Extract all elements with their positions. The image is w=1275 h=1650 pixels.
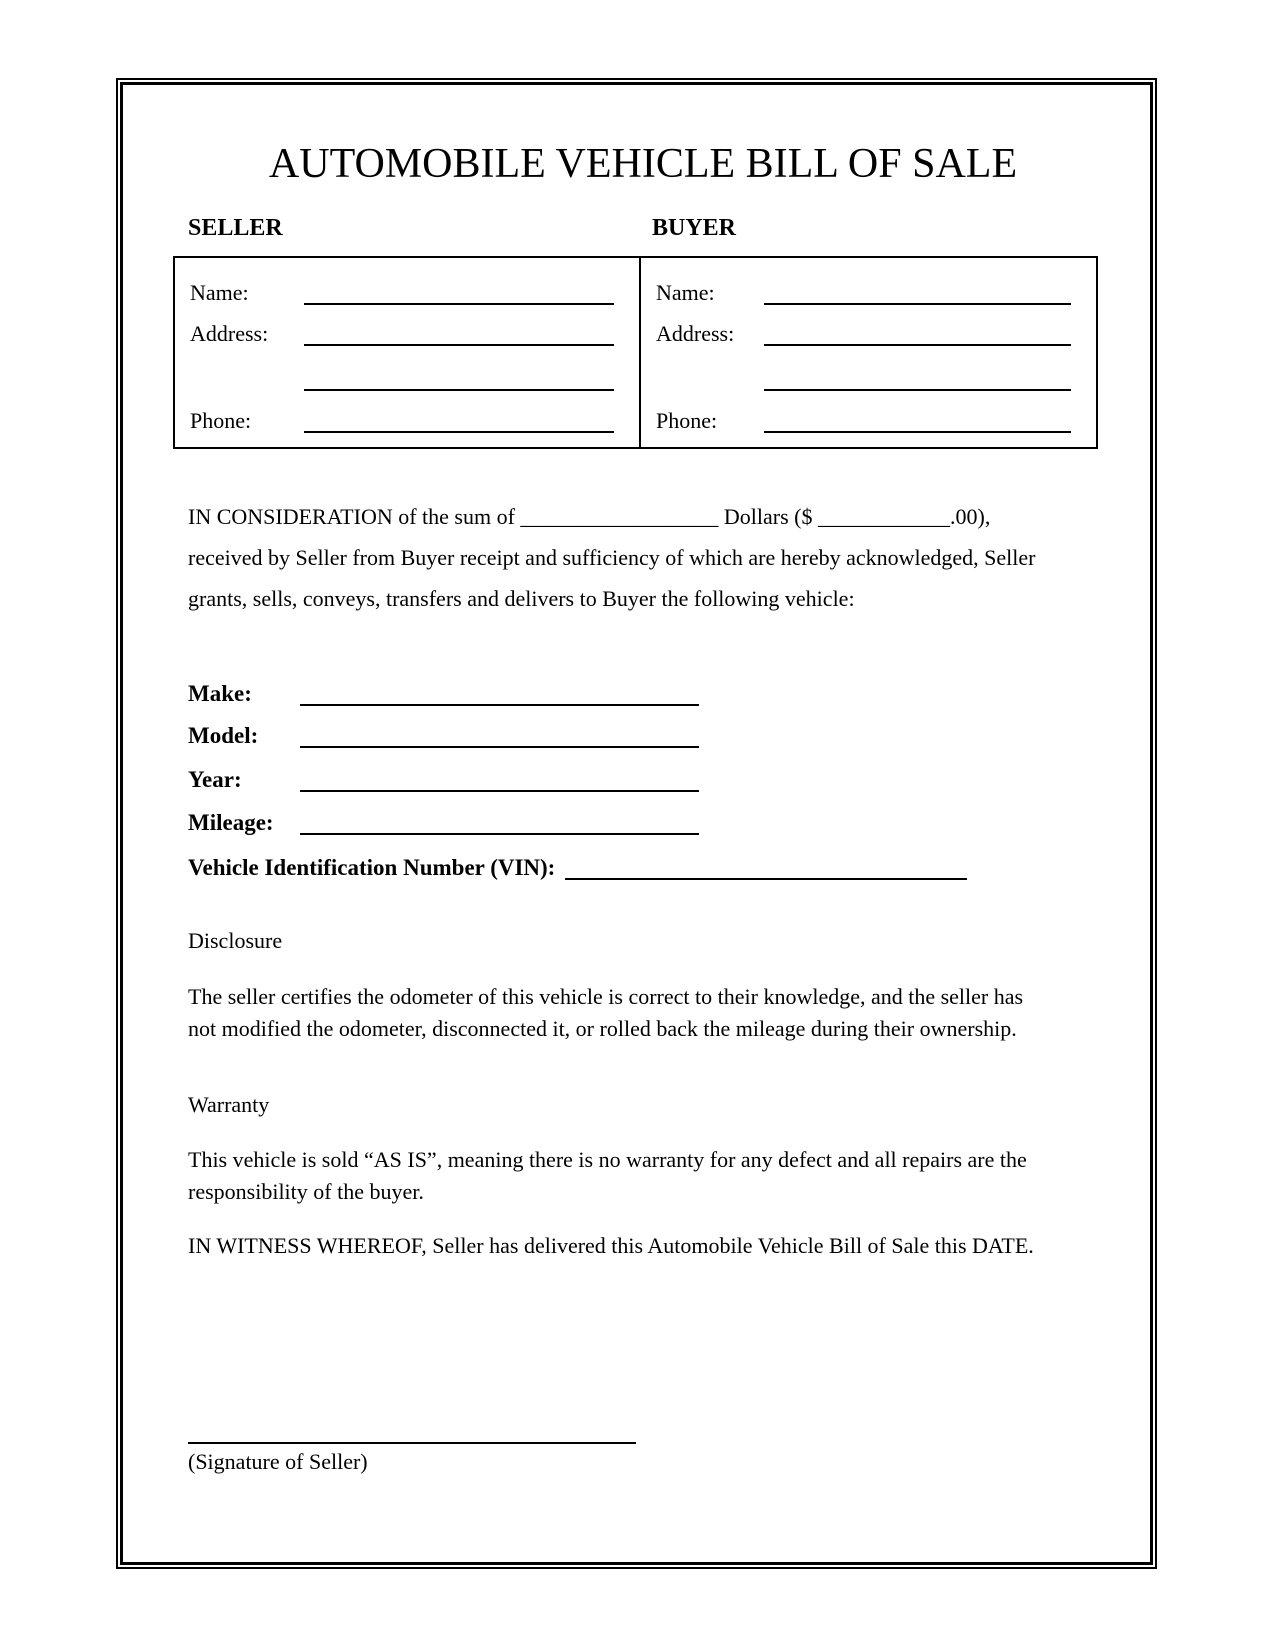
disclosure-heading: Disclosure	[188, 928, 283, 953]
consideration-text-before: IN CONSIDERATION of the sum of	[188, 504, 521, 529]
make-label: Make:	[188, 681, 252, 706]
buyer-name-blank-line	[764, 279, 1071, 305]
witness-paragraph: IN WITNESS WHEREOF, Seller has delivered this Automobile Vehicle Bill of Sale this DATE.	[188, 1233, 1034, 1258]
vin-row	[188, 856, 1128, 880]
seller-info-cell	[175, 258, 639, 447]
model-blank-line	[300, 722, 699, 748]
warranty-paragraph: This vehicle is sold “AS IS”, meaning there is no warranty for any defect and all repairs are the responsibility of the buyer.	[188, 1147, 1027, 1204]
year-row	[188, 768, 1098, 792]
buyer-address2-row	[656, 367, 1071, 391]
buyer-address-blank-line	[764, 320, 1071, 346]
buyer-phone-row	[656, 409, 1071, 433]
seller-name-blank-line	[304, 279, 614, 305]
seller-name-label: Name:	[190, 280, 249, 305]
vin-blank-line	[565, 854, 967, 880]
buyer-phone-label: Phone:	[656, 408, 718, 433]
buyer-address2-blank-line	[764, 365, 1071, 391]
seller-heading: SELLER	[188, 215, 283, 241]
vin-label: Vehicle Identification Number (VIN):	[188, 855, 556, 880]
signature-caption: (Signature of Seller)	[188, 1449, 368, 1474]
seller-phone-label: Phone:	[190, 408, 252, 433]
dollars-blank: ____________	[818, 504, 951, 529]
buyer-info-cell	[639, 258, 1096, 447]
consideration-paragraph	[188, 496, 1058, 619]
mileage-label: Mileage:	[188, 810, 274, 835]
seller-address-blank-line	[304, 320, 614, 346]
buyer-name-label: Name:	[656, 280, 715, 305]
seller-phone-row	[190, 409, 614, 433]
document-page	[116, 78, 1157, 1569]
warranty-heading: Warranty	[188, 1092, 270, 1117]
consideration-text-after: .00), received by Seller from Buyer receipt and sufficiency of which are hereby acknowledged, Seller grants, sells, conveys, transfers and delivers to Buyer the following vehicle:	[188, 504, 1036, 611]
seller-address-row	[190, 322, 614, 346]
model-row	[188, 724, 1098, 748]
disclosure-paragraph: The seller certifies the odometer of this vehicle is correct to their knowledge, and the seller has not modified the odometer, disconnected it, or rolled back the mileage during their ownership.	[188, 984, 1024, 1041]
buyer-phone-blank-line	[764, 407, 1071, 433]
make-row	[188, 682, 1098, 706]
mileage-blank-line	[300, 809, 699, 835]
seller-phone-blank-line	[304, 407, 614, 433]
consideration-text-between: Dollars ($	[718, 504, 819, 529]
seller-signature-line	[188, 1420, 636, 1444]
seller-address-label: Address:	[190, 321, 269, 346]
year-blank-line	[300, 766, 699, 792]
seller-name-row	[190, 281, 614, 305]
seller-address2-row	[190, 367, 614, 391]
amount-blank: __________________	[520, 504, 719, 529]
year-label: Year:	[188, 767, 242, 792]
page-title: AUTOMOBILE VEHICLE BILL OF SALE	[268, 141, 1018, 187]
model-label: Model:	[188, 723, 259, 748]
buyer-heading: BUYER	[652, 215, 737, 241]
make-blank-line	[300, 680, 699, 706]
buyer-name-row	[656, 281, 1071, 305]
buyer-address-label: Address:	[656, 321, 735, 346]
buyer-address-row	[656, 322, 1071, 346]
mileage-row	[188, 811, 1098, 835]
seller-address2-blank-line	[304, 365, 614, 391]
parties-table	[173, 256, 1098, 449]
